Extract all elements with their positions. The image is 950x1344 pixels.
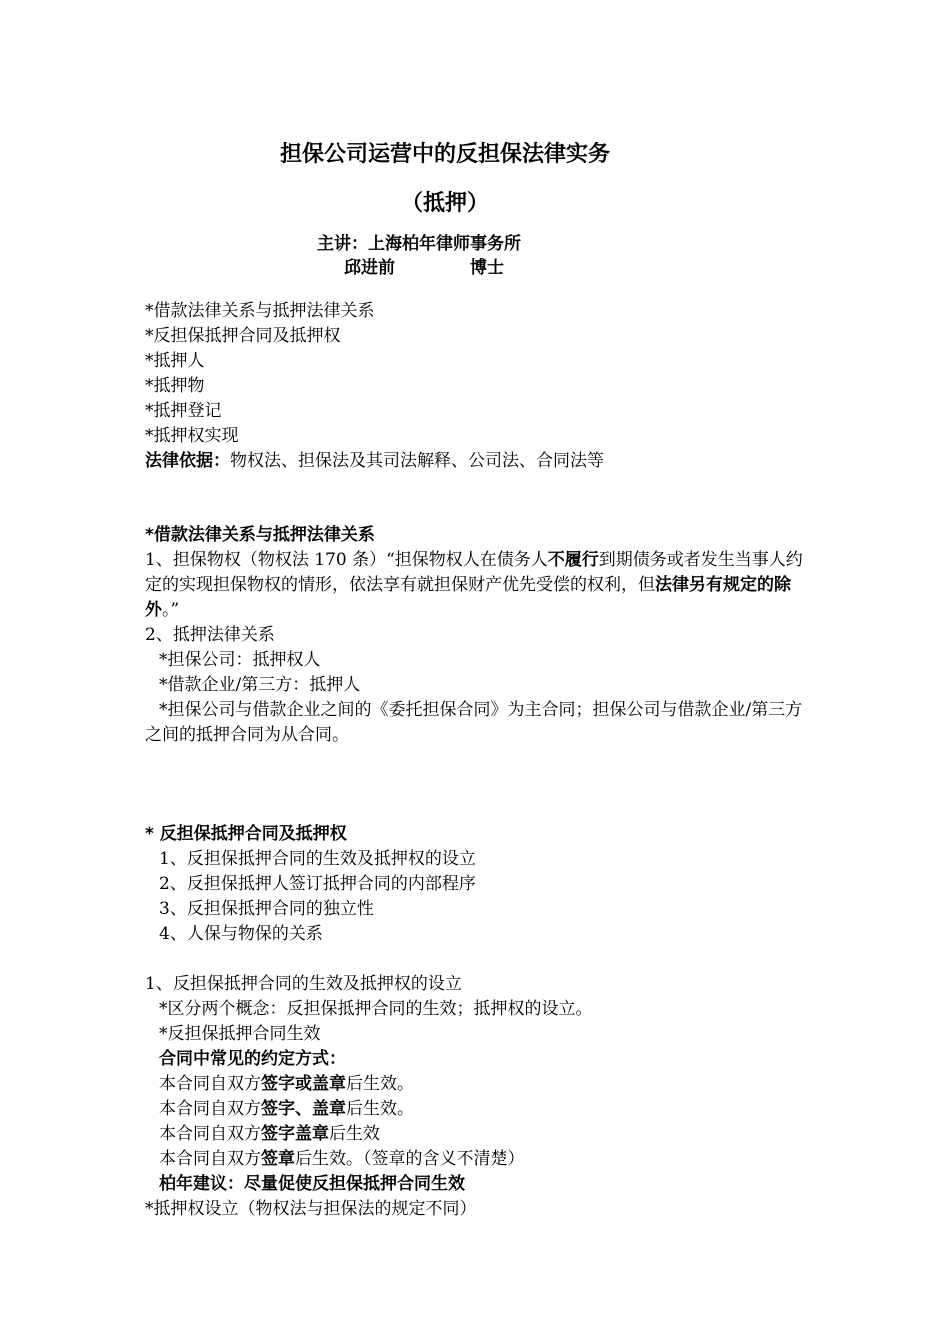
legal-basis [145, 449, 604, 474]
section1-heading: *借款法律关系与抵押法律关系 [145, 525, 375, 545]
section1-long-item: *担保公司与借款企业之间的《委托担保合同》为主合同；担保公司与借款企业/第三方之间的抵押合同为从合同。 [145, 700, 803, 745]
section3-item: *反担保抵押合同生效 [159, 1024, 321, 1044]
outline-item: *反担保抵押合同及抵押权 [145, 326, 341, 346]
clause-suffix: 后生效。 [346, 1099, 414, 1119]
clause-emphasis: 签字、盖章 [261, 1099, 346, 1119]
section2-list-item: 1、反担保抵押合同的生效及抵押权的设立 [159, 849, 476, 869]
outline-item: *抵押权实现 [145, 426, 239, 446]
section2-list-item: 4、人保与物保的关系 [159, 924, 323, 944]
clause-line [159, 1122, 380, 1147]
clause-suffix: 后生效 [329, 1124, 380, 1144]
clause-emphasis: 签章 [261, 1149, 295, 1169]
outline-item: *抵押人 [145, 351, 205, 371]
speaker-name: 邱进前 [344, 258, 395, 278]
clause-line [159, 1072, 414, 1097]
p1-text-a: 1、担保物权（物权法 170 条）“担保物权人在债务人 [145, 550, 548, 570]
last-line: *抵押权设立（物权法与担保法的规定不同） [145, 1199, 477, 1219]
section2-heading: * 反担保抵押合同及抵押权 [145, 824, 347, 844]
speaker-degree: 博士 [470, 258, 504, 278]
clause-prefix: 本合同自双方 [159, 1149, 261, 1169]
speaker-affiliation: 主讲：上海柏年律师事务所 [317, 234, 521, 254]
section1-list-item: *担保公司：抵押权人 [159, 650, 321, 670]
section1-list-item: *借款企业/第三方：抵押人 [159, 675, 361, 695]
advice-line: 柏年建议：尽量促使反担保抵押合同生效 [159, 1174, 465, 1194]
section2-list-item: 2、反担保抵押人签订抵押合同的内部程序 [159, 874, 476, 894]
clause-suffix: 后生效。（签章的含义不清楚） [295, 1149, 525, 1169]
section3-item: *区分两个概念：反担保抵押合同的生效；抵押权的设立。 [159, 999, 593, 1019]
p1-text-b: 到期债务或者发生当事人约定的实现担保物权的情形，依法享有就担保财产优先受偿的权利，但 [145, 550, 803, 595]
clause-prefix: 本合同自双方 [159, 1099, 261, 1119]
legal-basis-label: 法律依据： [145, 451, 230, 471]
document-subtitle: （抵押） [400, 191, 489, 216]
section3-heading: 1、反担保抵押合同的生效及抵押权的设立 [145, 974, 462, 994]
document-title: 担保公司运营中的反担保法律实务 [279, 142, 610, 167]
outline-item: *抵押登记 [145, 401, 222, 421]
clause-suffix: 后生效。 [346, 1074, 414, 1094]
section1-paragraph2: 2、抵押法律关系 [145, 625, 275, 645]
common-methods-label: 合同中常见的约定方式： [159, 1049, 346, 1069]
clause-emphasis: 签字或盖章 [261, 1074, 346, 1094]
section2-list-item: 3、反担保抵押合同的独立性 [159, 899, 374, 919]
p1-emphasis-b: 法律另有规定的除外 [145, 575, 791, 620]
section1-paragraph1 [145, 548, 810, 623]
clause-prefix: 本合同自双方 [159, 1124, 261, 1144]
clause-line [159, 1147, 525, 1172]
clause-line [159, 1097, 414, 1122]
outline-item: *借款法律关系与抵押法律关系 [145, 301, 375, 321]
legal-basis-text: 物权法、担保法及其司法解释、公司法、合同法等 [230, 451, 604, 471]
p1-text-c: 。” [162, 600, 180, 620]
clause-prefix: 本合同自双方 [159, 1074, 261, 1094]
p1-emphasis-a: 不履行 [547, 550, 599, 570]
outline-item: *抵押物 [145, 376, 205, 396]
clause-emphasis: 签字盖章 [261, 1124, 329, 1144]
